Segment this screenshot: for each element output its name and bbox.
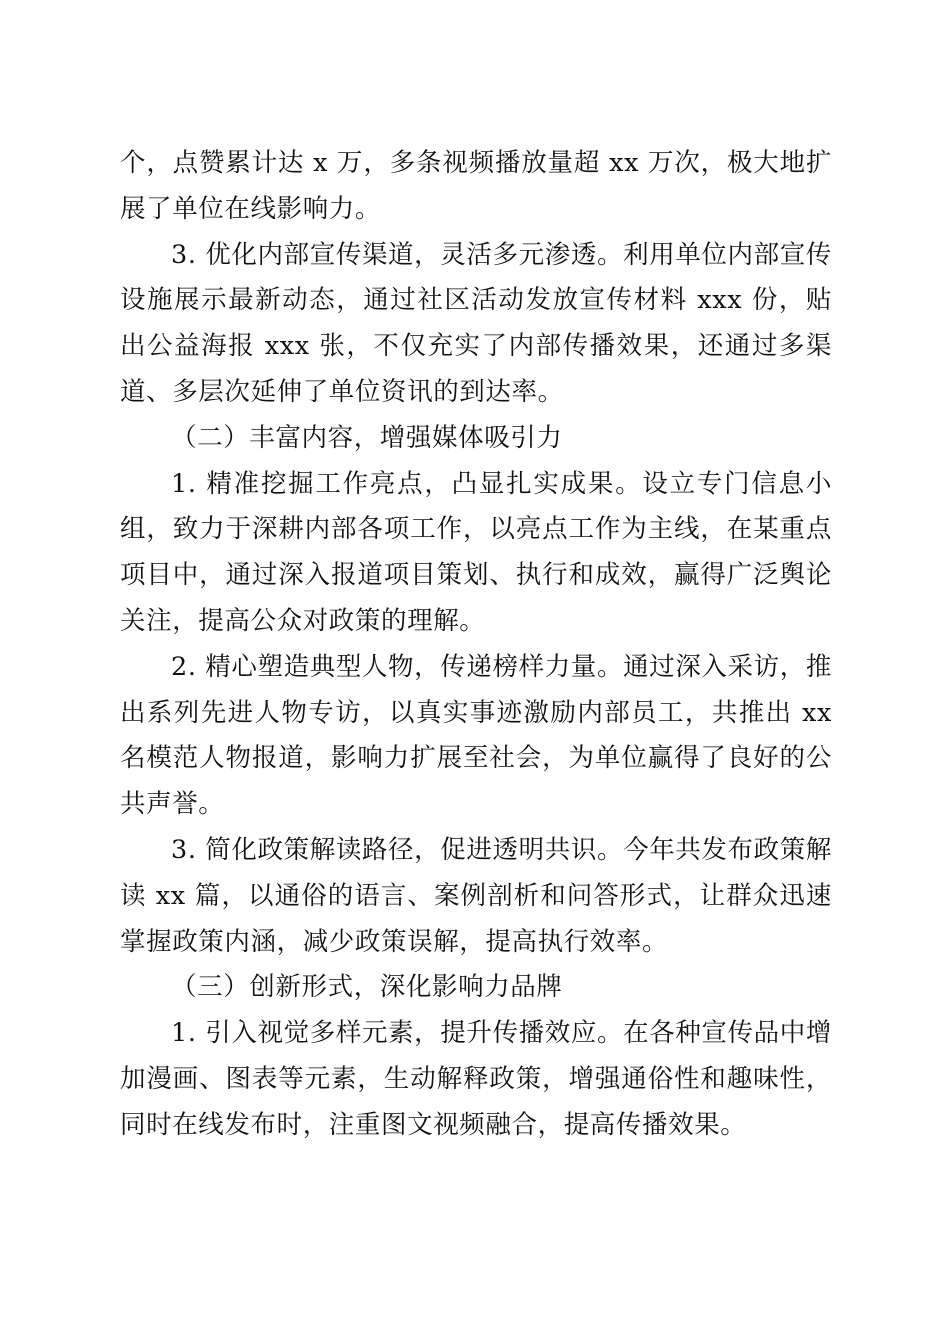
paragraph-continued: 个，点赞累计达 x 万，多条视频播放量超 xx 万次，极大地扩展了单位在线影响力。 (120, 148, 832, 224)
paragraph-3-internal-channels: 3. 优化内部宣传渠道，灵活多元渗透。利用单位内部宣传设施展示最新动态，通过社区活动发放宣传材料 xxx 份，贴出公益海报 xxx 张，不仅充实了内部传播效果，还通过多渠道、多层次延伸了单位资讯的到达率。 (120, 239, 832, 407)
paragraph-3-policy-interpretation: 3. 简化政策解读路径，促进透明共识。今年共发布政策解读 xx 篇，以通俗的语言、案例剖析和问答形式，让群众迅速掌握政策内涵，减少政策误解，提高执行效率。 (120, 834, 832, 957)
document-body (120, 141, 832, 1149)
paragraph-2-role-models: 2. 精心塑造典型人物，传递榜样力量。通过深入采访，推出系列先进人物专访，以真实事迹激励内部员工，共推出 xx 名模范人物报道，影响力扩展至社会，为单位赢得了良好的公共声誉。 (120, 651, 832, 820)
paragraph-1-visual-elements: 1. 引入视觉多样元素，提升传播效应。在各种宣传品中增加漫画、图表等元素，生动解释政策，增强通俗性和趣味性，同时在线发布时，注重图文视频融合，提高传播效果。 (120, 1018, 832, 1140)
section-heading-3: （三）创新形式，深化影响力品牌 (171, 972, 563, 1003)
paragraph-1-highlights: 1. 精准挖掘工作亮点，凸显扎实成果。设立专门信息小组，致力于深耕内部各项工作，以亮点工作为主线，在某重点项目中，通过深入报道项目策划、执行和成效，赢得广泛舆论关注，提高公众对政策的理解。 (120, 468, 832, 636)
section-heading-2: （二）丰富内容，增强媒体吸引力 (171, 422, 563, 453)
